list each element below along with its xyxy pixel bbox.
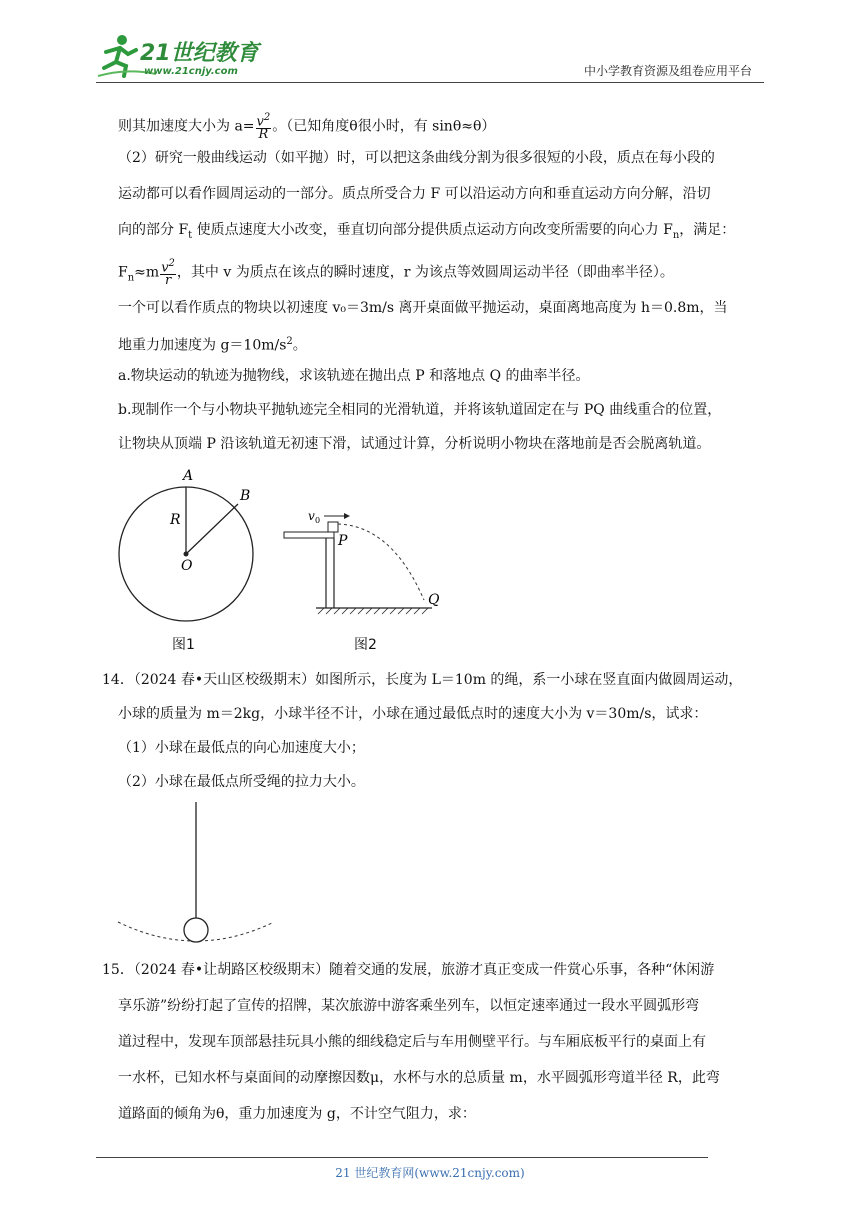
- figure-2-projectile: [280, 500, 440, 625]
- label-v0-sub: 0: [315, 516, 321, 525]
- q13-part-a: a.物块运动的轨迹为抛物线，求该轨迹在抛出点 P 和落地点 Q 的曲率半径。: [118, 368, 590, 384]
- q13-line-4: 向的部分 $F_t$ 使质点速度大小改变，垂直切向部分提供质点运动方向改变所需要的向心力 $F_n$，满足：: [118, 222, 736, 241]
- fraction-v2-over-R: $\frac{v^2}{R}$: [256, 112, 271, 143]
- label-A: A: [183, 468, 194, 484]
- label-Q: Q: [428, 592, 440, 608]
- q13-part-b-line-2: 让物块从顶端 P 沿该轨道无初速下滑，试通过计算，分析说明小物块在落地前是否会脱离轨道。: [118, 436, 711, 452]
- label-P: P: [338, 533, 348, 549]
- platform-name: 中小学教育资源及组卷应用平台: [583, 64, 752, 78]
- footer-divider: [96, 1157, 708, 1158]
- site-logo: [96, 32, 266, 82]
- q13-line-2: （2）研究一般曲线运动（如平抛）时，可以把这条曲线分割为很多很短的小段，质点在每小段的: [118, 150, 715, 166]
- label-R: R: [170, 512, 181, 528]
- fraction-v2-over-r: $\frac{v^2}{r}$: [161, 258, 175, 289]
- trajectory: [338, 524, 424, 600]
- q13-part-b-line-1: b.现制作一个与小物块平抛轨迹完全相同的光滑轨道，并将该轨道固定在与 PQ 曲线重合的位置，: [118, 402, 722, 418]
- q14-part-2: （2）小球在最低点所受绳的拉力大小。: [118, 774, 365, 790]
- header-divider: [96, 82, 764, 83]
- q14-part-1: （1）小球在最低点的向心加速度大小；: [118, 740, 365, 756]
- q13-line-3: 运动都可以看作圆周运动的一部分。质点所受合力 F 可以沿运动方向和垂直运动方向分解，沿切: [118, 186, 711, 202]
- q15-line-2: 享乐游”纷纷打起了宣传的招牌，某次旅游中游客乘坐列车，以恒定速率通过一段水平圆弧形弯: [118, 998, 700, 1014]
- logo-url: www.21cnjy.com: [144, 66, 238, 77]
- label-B: B: [240, 488, 251, 504]
- figure-2-caption: 图2: [354, 637, 377, 653]
- center-point: [184, 552, 189, 557]
- q13-line-5: $F_n\approx m$ $\frac{v^2}{r}$ ，其中 v 为质点在该点的瞬时速度，r 为该点等效圆周运动半径（即曲率半径）。: [118, 258, 674, 289]
- q14-line-2: 小球的质量为 m＝2kg，小球半径不计，小球在通过最低点时的速度大小为 v＝30m/s，试求：: [118, 706, 708, 722]
- q15-line-3: 道过程中，发现车顶部悬挂玩具小熊的细线稳定后与车用侧壁平行。与车厢底板平行的桌面上有: [118, 1034, 706, 1050]
- q15-line-4: 一水杯，已知水杯与桌面间的动摩擦因数μ，水杯与水的总质量 m，水平圆弧形弯道半径 R，此弯: [118, 1070, 720, 1086]
- ground-hatching: [318, 608, 428, 614]
- label-O: O: [181, 558, 193, 574]
- ball: [184, 918, 208, 942]
- q14-line-1: 14．（2024 春•天山区校级期末）如图所示，长度为 L＝10m 的绳，系一小球在竖直面内做圆周运动，: [102, 672, 743, 688]
- q15-line-1: 15．（2024 春•让胡路区校级期末）随着交通的发展，旅游才真正变成一件赏心乐事，各种“休闲游: [102, 962, 715, 978]
- logo-title: 21世纪教育: [140, 41, 259, 66]
- label-v0: v: [308, 509, 315, 523]
- q15-line-5: 道路面的倾角为θ，重力加速度为 g，不计空气阻力，求：: [118, 1106, 476, 1122]
- block: [328, 522, 338, 532]
- figure-pendulum: [116, 802, 276, 948]
- table-top: [284, 532, 334, 538]
- q13-line-1: 则其加速度大小为 a= $\frac{v^2}{R}$ 。（已知角度θ很小时，有 sinθ≈θ）: [118, 112, 496, 143]
- figure-1-caption: 图1: [172, 637, 195, 653]
- figure-1-circle: [116, 466, 256, 626]
- q13-line-7: 地重力加速度为 $g=10m/s^2$。: [118, 336, 307, 354]
- footer-link[interactable]: 21 世纪教育网(www.21cnjy.com): [335, 1166, 525, 1180]
- q13-line-6: 一个可以看作质点的物块以初速度 v₀＝3m/s 离开桌面做平抛运动，桌面离地高度为 h＝0.8m，当: [118, 300, 728, 316]
- radius-OB: [186, 504, 238, 554]
